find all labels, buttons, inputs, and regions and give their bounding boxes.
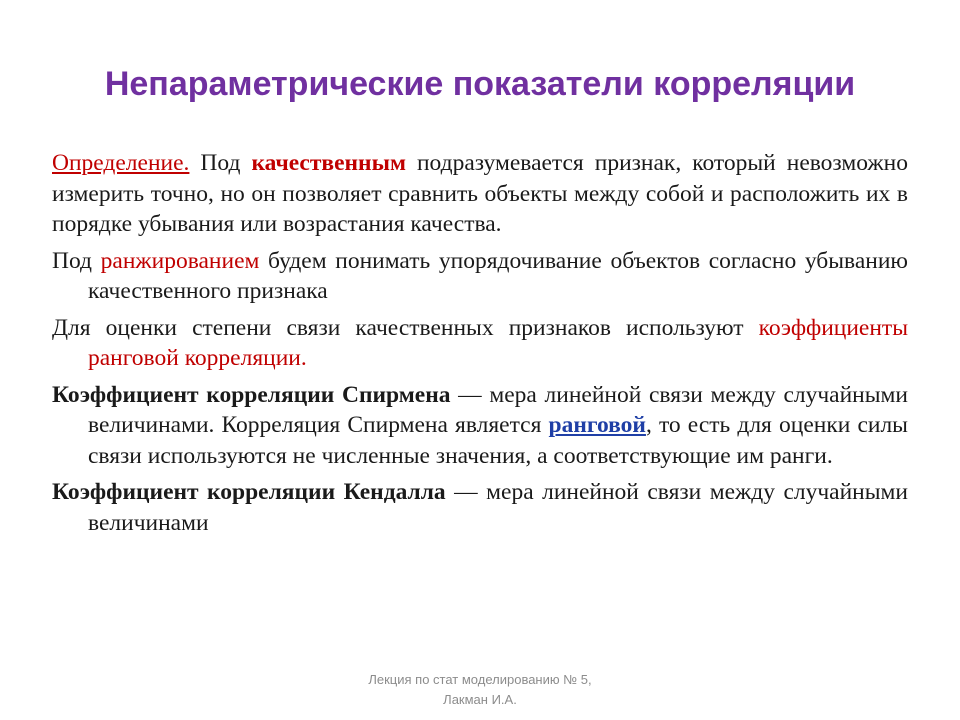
definition-text-2: подразумевается признак, который невозможно измерить точно, но он позволяет сравнить объекты между собой и расположить их в порядке убывания или возрастания качества.	[52, 150, 908, 237]
ranking-text-1: Под	[52, 247, 101, 274]
rank-coefficients-paragraph	[52, 313, 908, 374]
spearman-term: Коэффициент корреляции Спирмена	[52, 381, 451, 408]
slide-footer	[0, 670, 960, 710]
slide-content	[52, 148, 908, 544]
definition-paragraph	[52, 148, 908, 240]
spearman-text-2: , то есть для оценки силы связи используются не численные значения, а соответствующие им ранги.	[88, 412, 908, 469]
kendall-term: Коэффициент корреляции Кендалла	[52, 479, 446, 505]
slide-title: Непараметрические показатели корреляции	[104, 65, 856, 103]
qualitative-highlight: качественным	[251, 150, 406, 176]
rank-coefficients-text: Для оценки степени связи качественных признаков используют	[52, 314, 759, 341]
spearman-text-1: — мера линейной связи между случайными величинами. Корреляция Спирмена является	[88, 381, 908, 438]
kendall-text: — мера линейной связи между случайными величинами	[88, 479, 908, 536]
footer-line-2: Лакман И.А.	[443, 692, 517, 707]
rank-coefficients-highlight: коэффициенты ранговой корреляции.	[88, 314, 908, 371]
footer-line-1: Лекция по стат моделированию № 5,	[368, 672, 592, 687]
ranking-highlight: ранжированием	[100, 247, 260, 274]
spearman-paragraph	[52, 380, 908, 472]
definition-term: Определение.	[52, 150, 190, 176]
ranking-paragraph	[52, 246, 908, 307]
ranking-text-2: будем понимать упорядочивание объектов согласно убыванию качественного признака	[88, 247, 908, 304]
kendall-paragraph	[52, 477, 908, 538]
definition-text-1: Под	[189, 150, 252, 176]
rank-link[interactable]: ранговой	[548, 412, 646, 438]
